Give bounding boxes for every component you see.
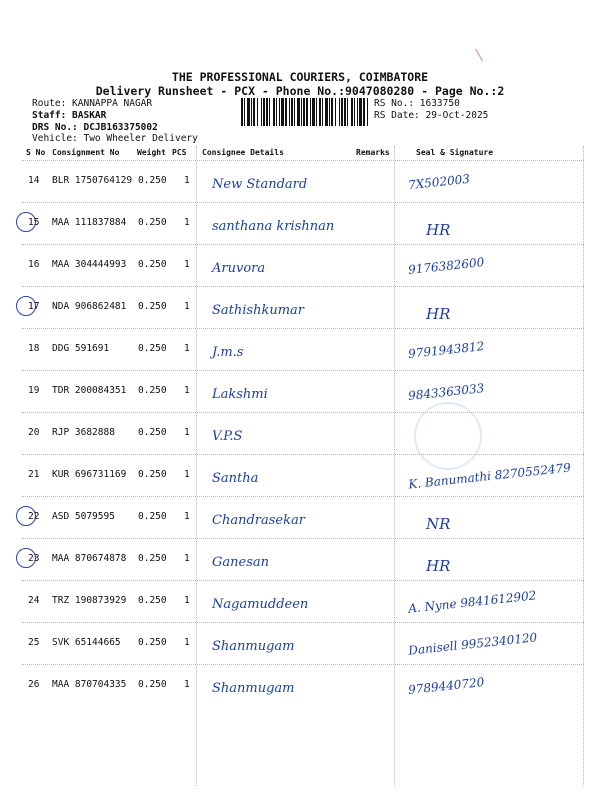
- table-row: [22, 160, 584, 203]
- runsheet-subtitle: Delivery Runsheet - PCX - Phone No.:9047080280 - Page No.:2: [95, 84, 505, 98]
- runsheet-table: [22, 146, 584, 786]
- consignment-number: RJP 3682888: [52, 427, 115, 438]
- barcode-bar: [281, 98, 284, 126]
- col-remarks: Remarks: [356, 148, 390, 157]
- pcs-count: 1: [184, 217, 190, 228]
- consignee-handwritten: santhana krishnan: [212, 219, 335, 234]
- consignment-number: MAA 870674878: [52, 553, 127, 564]
- weight-value: 0.250: [138, 469, 167, 480]
- table-row: [22, 622, 584, 665]
- pcs-count: 1: [184, 343, 190, 354]
- barcode-bar: [312, 98, 315, 126]
- col-pcs: PCS: [172, 148, 187, 157]
- col-consignment: Consignment No: [52, 148, 120, 157]
- barcode-bar: [339, 98, 340, 126]
- barcode-bar: [359, 98, 362, 126]
- consignment-number: MAA 870704335: [52, 679, 127, 690]
- seal-signature-handwritten: HR: [426, 305, 451, 323]
- barcode-bar: [294, 98, 295, 126]
- route-label: Route: KANNAPPA NAGAR: [32, 98, 153, 109]
- serial-number: 22: [28, 511, 40, 522]
- seal-signature-handwritten: 9791943812: [407, 339, 485, 361]
- barcode-bar: [306, 98, 308, 126]
- barcode-bar: [344, 98, 346, 126]
- weight-value: 0.250: [138, 175, 167, 186]
- table-row: [22, 664, 584, 707]
- table-row: [22, 412, 584, 455]
- barcode-bar: [269, 98, 270, 126]
- table-row: [22, 496, 584, 539]
- barcode-bar: [331, 98, 333, 126]
- consignee-handwritten: Shanmugam: [212, 681, 295, 696]
- pcs-count: 1: [184, 595, 190, 606]
- barcode-bar: [367, 98, 368, 126]
- col-consignee: Consignee Details: [202, 148, 284, 157]
- barcode-bar: [279, 98, 280, 126]
- serial-number: 20: [28, 427, 40, 438]
- consignment-number: TRZ 190873929: [52, 595, 127, 606]
- barcode-image: [240, 98, 370, 126]
- consignment-number: NDA 906862481: [52, 301, 127, 312]
- weight-value: 0.250: [138, 637, 167, 648]
- table-row: [22, 328, 584, 371]
- seal-signature-handwritten: K. Banumathi 8270552479: [407, 460, 572, 492]
- col-weight: Weight: [137, 148, 166, 157]
- table-row: [22, 370, 584, 413]
- barcode-bar: [310, 98, 311, 126]
- barcode-bar: [276, 98, 277, 126]
- weight-value: 0.250: [138, 217, 167, 228]
- consignment-number: KUR 696731169: [52, 469, 127, 480]
- serial-number: 17: [28, 301, 40, 312]
- pcs-count: 1: [184, 511, 190, 522]
- seal-signature-handwritten: 9843363033: [407, 381, 485, 403]
- table-row: [22, 538, 584, 581]
- staff-label: Staff: BASKAR: [32, 110, 107, 121]
- seal-signature-handwritten: NR: [426, 515, 451, 533]
- consignee-handwritten: V.P.S: [212, 429, 243, 444]
- serial-number: 16: [28, 259, 40, 270]
- barcode-bar: [351, 98, 353, 126]
- weight-value: 0.250: [138, 595, 167, 606]
- weight-value: 0.250: [138, 427, 167, 438]
- barcode-bar: [354, 98, 355, 126]
- serial-number: 19: [28, 385, 40, 396]
- consignment-number: BLR 1750764129: [52, 175, 133, 186]
- consignee-handwritten: New Standard: [212, 177, 308, 192]
- pcs-count: 1: [184, 553, 190, 564]
- pcs-count: 1: [184, 469, 190, 480]
- pcs-count: 1: [184, 301, 190, 312]
- pcs-count: 1: [184, 259, 190, 270]
- table-header: [22, 146, 584, 160]
- consignee-handwritten: Shanmugam: [212, 639, 295, 654]
- table-row: [22, 202, 584, 245]
- pcs-count: 1: [184, 427, 190, 438]
- stray-pen-mark: [475, 45, 490, 62]
- barcode-bar: [291, 98, 293, 126]
- drs-number: DRS No.: DCJB163375002: [32, 122, 158, 133]
- barcode-bar: [335, 98, 336, 126]
- pcs-count: 1: [184, 637, 190, 648]
- seal-signature-handwritten: HR: [426, 557, 451, 575]
- consignee-handwritten: Lakshmi: [212, 387, 268, 402]
- table-row: [22, 580, 584, 623]
- barcode-bar: [297, 98, 300, 126]
- barcode-bar: [319, 98, 321, 126]
- consignee-handwritten: Aruvora: [212, 261, 266, 276]
- consignee-handwritten: J.m.s: [212, 345, 244, 360]
- consignment-number: SVK 65144665: [52, 637, 121, 648]
- pcs-count: 1: [184, 175, 190, 186]
- barcode-bar: [263, 98, 265, 126]
- barcode-bar: [285, 98, 287, 126]
- pcs-count: 1: [184, 679, 190, 690]
- weight-value: 0.250: [138, 301, 167, 312]
- serial-number: 21: [28, 469, 40, 480]
- barcode-bar: [289, 98, 290, 126]
- weight-value: 0.250: [138, 385, 167, 396]
- barcode-bar: [347, 98, 348, 126]
- serial-number: 24: [28, 595, 40, 606]
- rs-date: RS Date: 29-Oct-2025: [374, 110, 489, 121]
- rs-number: RS No.: 1633750: [374, 98, 460, 109]
- seal-signature-handwritten: HR: [426, 221, 451, 239]
- barcode-bar: [357, 98, 358, 126]
- barcode-bar: [303, 98, 305, 126]
- consignee-handwritten: Santha: [212, 471, 259, 486]
- seal-signature-handwritten: 9176382600: [407, 255, 485, 277]
- weight-value: 0.250: [138, 511, 167, 522]
- barcode-bar: [325, 98, 328, 126]
- consignment-number: MAA 304444993: [52, 259, 127, 270]
- pcs-count: 1: [184, 385, 190, 396]
- seal-signature-handwritten: A. Nyne 9841612902: [407, 588, 537, 616]
- table-row: [22, 244, 584, 287]
- consignment-number: TDR 200084351: [52, 385, 127, 396]
- vehicle-type: Vehicle: Two Wheeler Delivery: [32, 133, 198, 144]
- barcode-bar: [266, 98, 268, 126]
- consignment-number: ASD 5079595: [52, 511, 115, 522]
- consignee-handwritten: Ganesan: [212, 555, 269, 570]
- serial-number: 14: [28, 175, 40, 186]
- table-row: [22, 286, 584, 329]
- serial-number: 23: [28, 553, 40, 564]
- company-title: THE PROFESSIONAL COURIERS, COIMBATORE: [171, 70, 429, 84]
- serial-number: 18: [28, 343, 40, 354]
- seal-signature-handwritten: Danisell 9952340120: [407, 630, 538, 658]
- col-sno: S No: [26, 148, 46, 157]
- barcode-bar: [247, 98, 250, 126]
- consignee-handwritten: Nagamuddeen: [212, 597, 309, 612]
- seal-signature-handwritten: 7X502003: [407, 171, 471, 193]
- consignment-number: DDG 591691: [52, 343, 110, 354]
- barcode-bar: [301, 98, 302, 126]
- consignee-handwritten: Chandrasekar: [212, 513, 305, 528]
- barcode-bar: [257, 98, 258, 126]
- barcode-bar: [322, 98, 323, 126]
- barcode-bar: [363, 98, 365, 126]
- serial-number: 26: [28, 679, 40, 690]
- consignment-number: MAA 111837884: [52, 217, 127, 228]
- serial-number: 15: [28, 217, 40, 228]
- serial-number: 25: [28, 637, 40, 648]
- barcode-bar: [244, 98, 245, 126]
- col-seal-signature: Seal & Signature: [416, 148, 494, 157]
- weight-value: 0.250: [138, 343, 167, 354]
- barcode-bar: [253, 98, 255, 126]
- weight-value: 0.250: [138, 679, 167, 690]
- barcode-bar: [316, 98, 317, 126]
- barcode-bar: [251, 98, 252, 126]
- barcode-bar: [341, 98, 343, 126]
- consignee-handwritten: Sathishkumar: [212, 303, 304, 318]
- weight-value: 0.250: [138, 259, 167, 270]
- table-row: [22, 454, 584, 497]
- barcode-bar: [273, 98, 275, 126]
- barcode-bar: [241, 98, 243, 126]
- barcode-bar: [261, 98, 262, 126]
- seal-signature-handwritten: 9789440720: [407, 675, 485, 697]
- barcode-bar: [329, 98, 330, 126]
- weight-value: 0.250: [138, 553, 167, 564]
